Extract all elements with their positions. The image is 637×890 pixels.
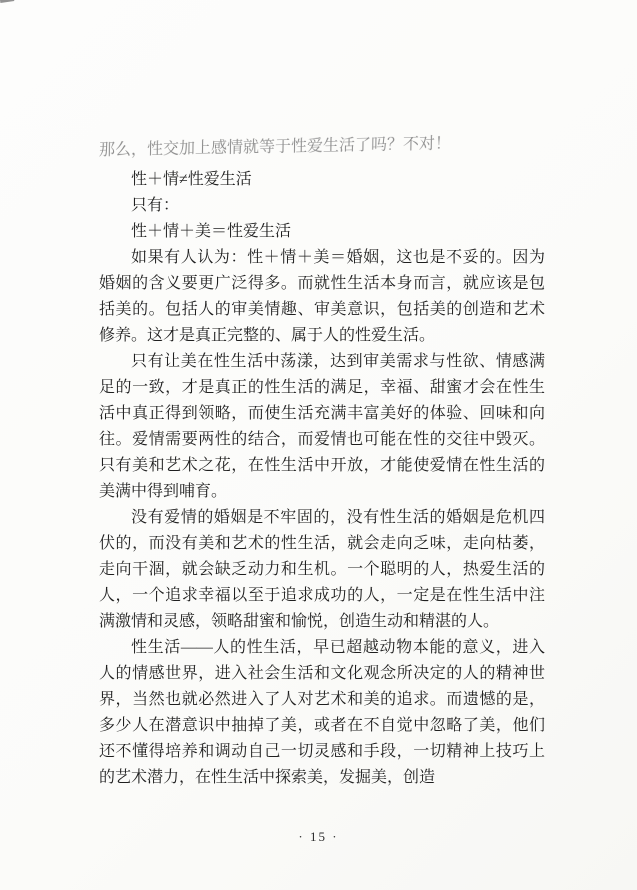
formula-line-2: 性＋情＋美＝性爱生活	[131, 223, 292, 240]
text-block	[98, 135, 545, 791]
lead-in-line: 只有：	[131, 197, 180, 214]
formula-line-1: 性＋情≠性爱生活	[131, 171, 252, 188]
paragraph-4: 性生活——人的性生活，早已超越动物本能的意义，进入人的情感世界，进入社会生活和文化观念所决定的人的精神世界，当然也就必然进入了人对艺术和美的追求。而遗憾的是，多少人在潜意识中抽掉了美，或者在不自觉中忽略了美，他们还不懂得培养和调动自己一切灵感和手段，一切精神上技巧上的艺术潜力，在性生活中探索美，发掘美，创造	[99, 639, 545, 786]
page-number: · 15 ·	[298, 829, 339, 844]
paragraph-2: 只有让美在性生活中荡漾，达到审美需求与性欲、情感满足的一致，才是真正的性生活的满足，幸福、甜蜜才会在性生活中真正得到领略，而使生活充满丰富美好的体验、回味和向往。爱情需要两性的结合，而爱情也可能在性的交往中毁灭。只有美和艺术之花，在性生活中开放，才能使爱情在性生活的美满中得到哺育。	[99, 353, 545, 500]
scan-artifact-mark	[0, 0, 14, 3]
paragraph-1: 如果有人认为：性＋情＋美＝婚姻，这也是不妥的。因为婚姻的含义要更广泛得多。而就性生活本身而言，就应该是包括美的。包括人的审美情趣、审美意识，包括美的创造和艺术修养。这才是真正完整的、属于人的性爱生活。	[99, 249, 545, 344]
faded-question-line: 那么，性交加上感情就等于性爱生活了吗？不对！	[98, 135, 452, 160]
paragraph-3: 没有爱情的婚姻是不牢固的，没有性生活的婚姻是危机四伏的，而没有美和艺术的性生活，就会走向乏味，走向枯萎，走向干涸，就会缺乏动力和生机。一个聪明的人，热爱生活的人，一个追求幸福以至于追求成功的人，一定是在性生活中注满激情和灵感，领略甜蜜和愉悦，创造生动和精湛的人。	[99, 509, 545, 630]
